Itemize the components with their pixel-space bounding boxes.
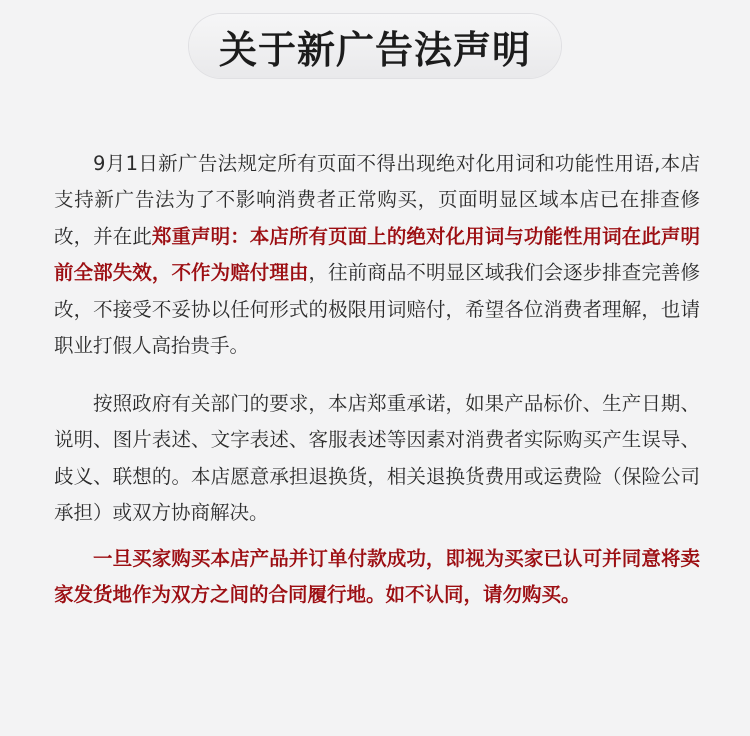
title-banner [189, 14, 561, 78]
statement-paragraph-1 [54, 146, 700, 364]
paragraph-1-intro: 9月1日新广告法规定所有页面不得出现绝对化用词和功能性用语,本店支持新广告法为了不影响消费者正常购买，页面明显区域本店已在排查修改，并在此 [54, 152, 700, 248]
solemn-declaration: 郑重声明：本店所有页面上的绝对化用词与功能性用词在此声明前全部失效，不作为赔付理由 [54, 224, 700, 285]
statement-paragraph-2: 按照政府有关部门的要求，本店郑重承诺，如果产品标价、生产日期、说明、图片表述、文字表述、客服表述等因素对消费者实际购买产生误导、歧义、联想的。本店愿意承担退换货，相关退换货费用或运费险（保险公司承担）或双方协商解决。 [54, 392, 700, 525]
paragraph-1-outro: ，往前商品不明显区域我们会逐步排查完善修改，不接受不妥协以任何形式的极限用词赔付，希望各位消费者理解，也请职业打假人高抬贵手。 [54, 261, 700, 358]
page-title: 关于新广告法声明 [218, 27, 531, 72]
purchase-agreement-paragraph: 一旦买家购买本店产品并订单付款成功，即视为买家已认可并同意将卖家发货地作为双方之间的合同履行地。如不认同，请勿购买。 [54, 547, 700, 607]
